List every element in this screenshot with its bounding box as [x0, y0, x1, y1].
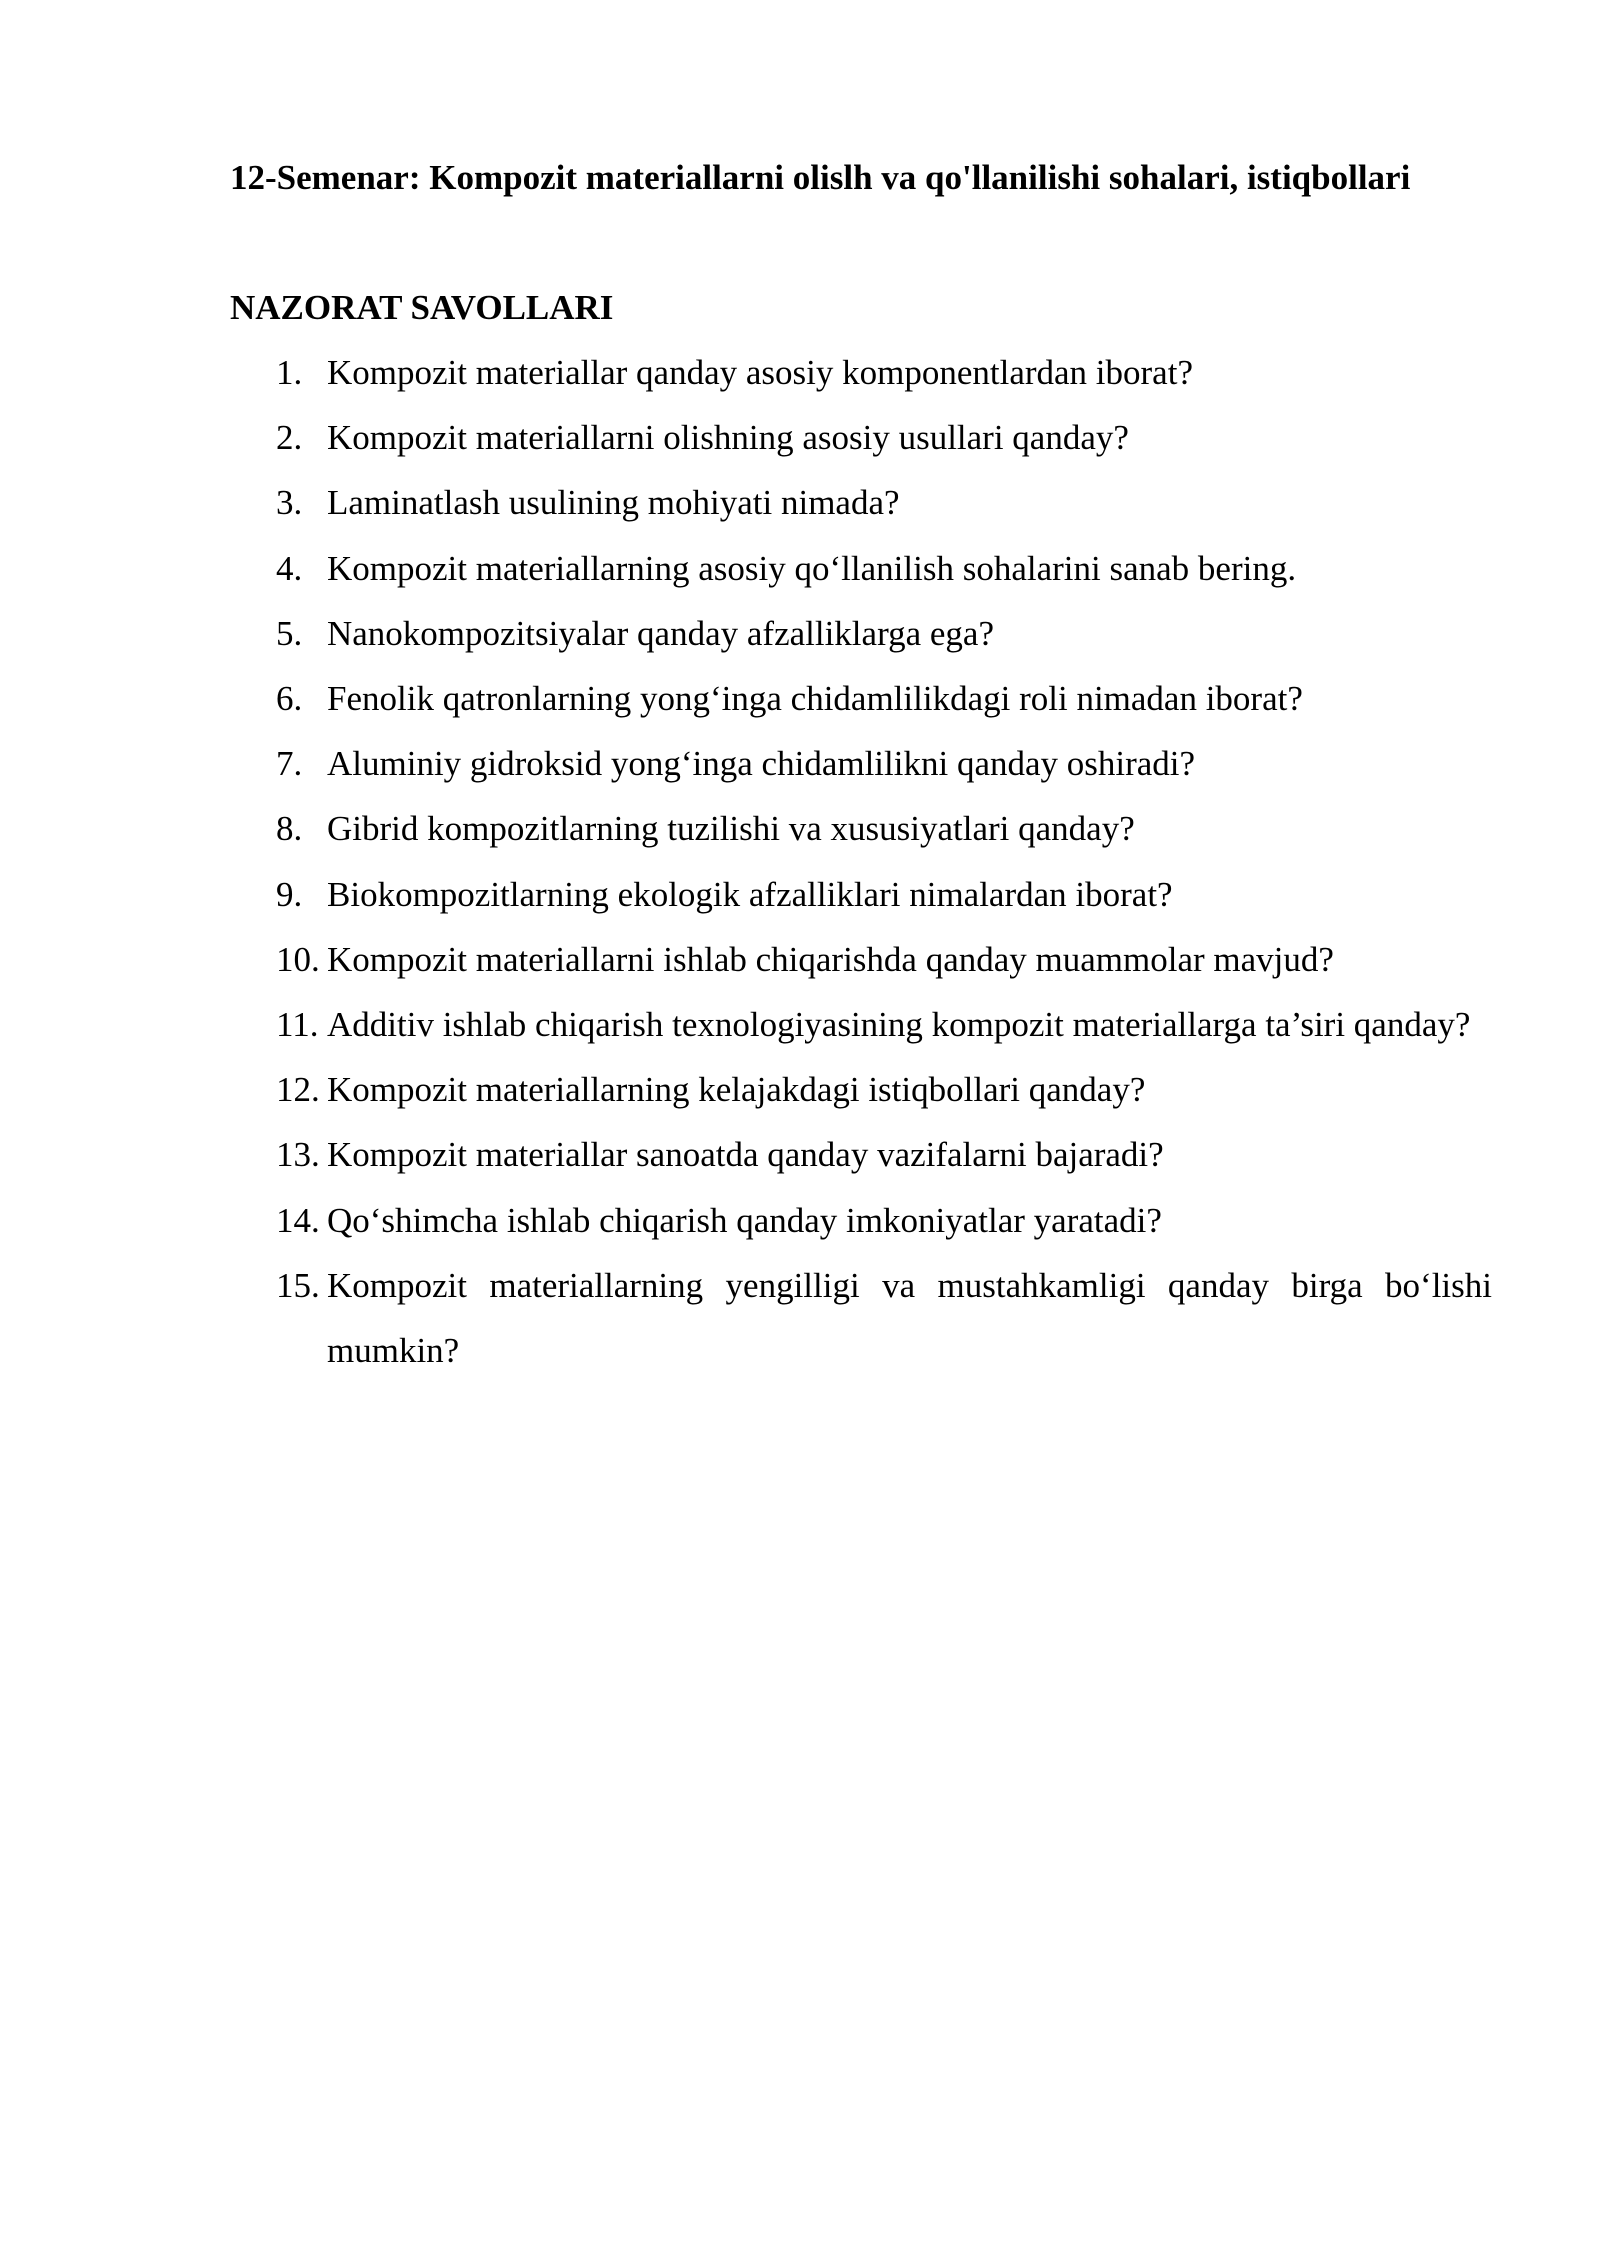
list-item-number: 4.	[276, 548, 303, 588]
list-item-number: 11.	[276, 1005, 319, 1045]
list-item-text: Kompozit materiallarni olishning asosiy usullari qanday?	[327, 418, 1129, 458]
list-item	[230, 666, 1492, 731]
list-item-number: 14.	[276, 1200, 320, 1240]
list-item	[230, 1122, 1492, 1187]
list-item-number: 6.	[276, 679, 303, 719]
list-item-number: 9.	[276, 874, 303, 914]
list-item	[230, 992, 1492, 1057]
list-item-number: 10.	[276, 939, 320, 979]
list-item-text: Gibrid kompozitlarning tuzilishi va xususiyatlari qanday?	[327, 809, 1135, 849]
list-item	[230, 927, 1492, 992]
list-item-number: 5.	[276, 613, 303, 653]
list-item-text: Kompozit materiallarning asosiy qo‘llanilish sohalarini sanab bering.	[327, 548, 1297, 588]
list-item	[230, 1253, 1492, 1383]
list-item	[230, 731, 1492, 796]
list-item-number: 7.	[276, 744, 303, 784]
list-item	[230, 796, 1492, 861]
list-item	[230, 470, 1492, 535]
list-item-text: Biokompozitlarning ekologik afzalliklari nimalardan iborat?	[327, 874, 1173, 914]
list-item	[230, 536, 1492, 601]
list-item-text: Kompozit materiallarning kelajakdagi istiqbollari qanday?	[327, 1070, 1146, 1110]
list-item	[230, 862, 1492, 927]
list-item-number: 15.	[276, 1265, 320, 1305]
list-item-text: Kompozit materiallar qanday asosiy komponentlardan iborat?	[327, 353, 1193, 392]
list-item-text: Qo‘shimcha ishlab chiqarish qanday imkoniyatlar yaratadi?	[327, 1200, 1162, 1240]
list-item-number: 8.	[276, 809, 303, 849]
list-item-text: Kompozit materiallar sanoatda qanday vazifalarni bajaradi?	[327, 1135, 1164, 1175]
list-item-number: 1.	[276, 353, 303, 392]
list-item	[230, 340, 1492, 405]
list-item	[230, 405, 1492, 470]
list-item-number: 2.	[276, 418, 303, 458]
list-item-text: Kompozit materiallarni ishlab chiqarishda qanday muammolar mavjud?	[327, 939, 1334, 979]
list-item-text: Additiv ishlab chiqarish texnologiyasining kompozit materiallarga ta’siri qanday?	[327, 1005, 1471, 1045]
document-body	[230, 145, 1492, 1383]
list-item	[230, 1057, 1492, 1122]
list-item-number: 3.	[276, 483, 303, 523]
list-item-number: 13.	[276, 1135, 320, 1175]
list-item-text: Aluminiy gidroksid yong‘inga chidamlilikni qanday oshiradi?	[327, 744, 1196, 784]
list-item	[230, 601, 1492, 666]
list-item-text: Fenolik qatronlarning yong‘inga chidamlilikdagi roli nimadan iborat?	[327, 679, 1303, 719]
section-heading: NAZORAT SAVOLLARI	[230, 288, 614, 327]
list-item-text: Nanokompozitsiyalar qanday afzalliklarga ega?	[327, 613, 994, 653]
page-title: 12-Semenar: Kompozit materiallarni olislh va qo'llanilishi sohalari, istiqbollari	[230, 158, 1411, 197]
list-item	[230, 1188, 1492, 1253]
list-item-text: Kompozit materiallarning yengilligi va mustahkamligi qanday birga bo‘lishi mumkin?	[327, 1265, 1492, 1371]
list-item-text: Laminatlash usulining mohiyati nimada?	[327, 483, 900, 523]
list-item-number: 12.	[276, 1070, 320, 1110]
questions-list	[230, 340, 1492, 1383]
